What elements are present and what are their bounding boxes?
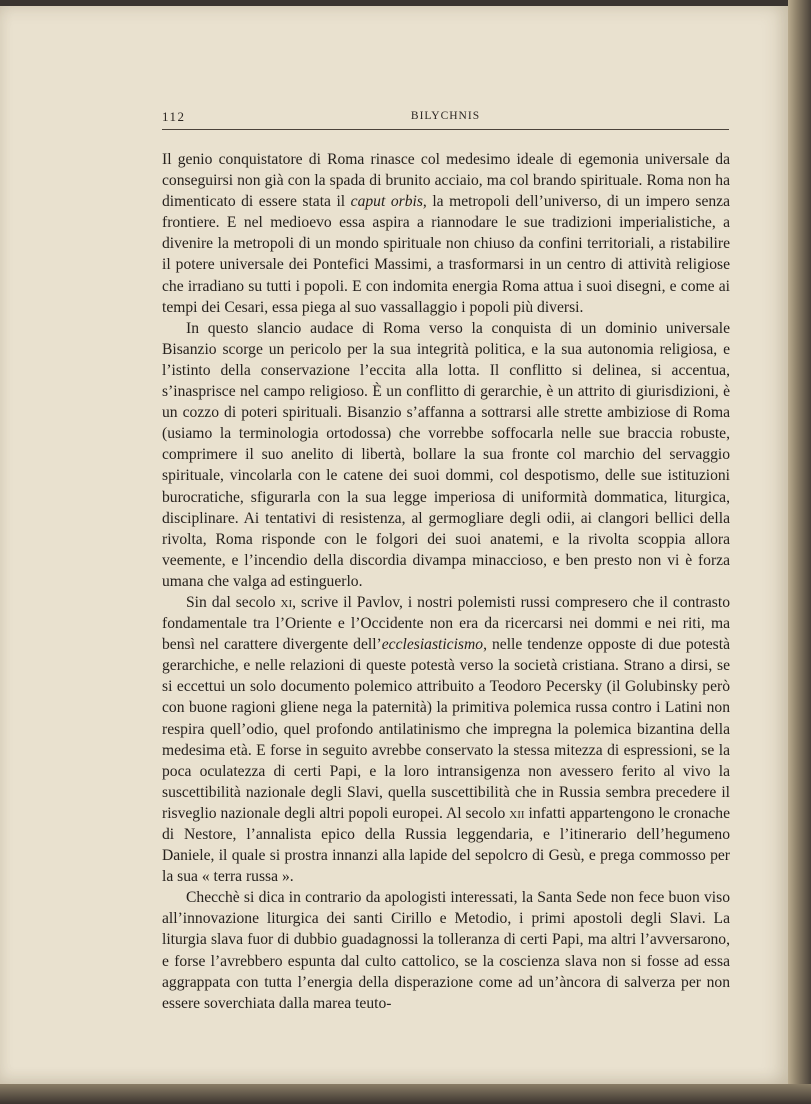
running-title: BILYCHNIS [410,110,481,122]
italic-text: caput orbis [350,193,423,211]
page-edge-shadow [788,0,811,1104]
roman-numeral: xii [509,804,525,822]
page-number: 112 [162,109,186,124]
article-body [162,149,730,1014]
paragraph-text: Il genio conquistatore di Roma rinasce col medesimo ideale di egemonia universale da conseguirsi non già con la spada di brunito acciaio, ma col brando spirituale. Roma non ha dimenticato di essere stata il [162,151,730,211]
paragraph-text: Checchè si dica in contrario da apologisti interessati, la Santa Sede non fece buon viso all’innovazione liturgica dei santi Cirillo e Metodio, i primi apostoli degli Slavi. La liturgia slava fuor di dubbio guadagnossi la tolleranza di certi Papi, ma altri l’avversarono, e forse l’avrebbero espunta dal culto cattolico, se la coscienza slava non si fosse ad essa aggrappata con tutta l’energia della disperazione come ad un’àncora di salverza per non essere soverchiata dalla marea teuto- [162,889,730,1012]
paragraph-text: infatti appartengono le cronache di Nestore, l’annalista epico della Russia leggendaria, e l’itinerario dell’hegumeno Daniele, il quale si prostra innanzi alla lapide del sepolcro di Gesù, e prega commosso per la sua « terra russa ». [162,804,730,886]
paragraph-text: , scrive il Pavlov, i nostri polemisti russi compresero che il contrasto fondamentale tra l’Oriente e l’Occidente non era da ricercarsi nei dommi e nei riti, ma bensì nel carattere divergente dell’ [162,593,731,654]
paragraph-text: Sin dal secolo [186,593,281,611]
paragraph [162,592,730,887]
bottom-edge-shadow [0,1084,811,1104]
paragraph [162,887,730,1014]
header-rule [162,129,729,130]
italic-text: ecclesiasticismo [381,636,484,654]
running-header [162,109,729,129]
roman-numeral: xi [280,593,293,611]
paragraph [162,149,730,318]
paragraph-text: , la metropoli dell’universo, di un impero senza frontiere. E nel medioevo essa aspira a riannodare le sue tradizioni imperialistiche, a divenire la metropoli di un mondo spirituale non chiuso da confini territoriali, a ristabilire il potere universale dei Pontefici Massimi, a trasformarsi in un centro di attività religiose che irradiano su tutti i popoli. E con indomita energia Roma attua i suoi disegni, e come ai tempi dei Cesari, essa piega al suo vassallaggio i popoli più diversi. [162,193,731,316]
paragraph-text: In questo slancio audace di Roma verso la conquista di un dominio universale Bisanzio scorge un pericolo per la sua integrità politica, e la sua autonomia religiosa, e l’istinto della conservazione l’eccita alla lotta. Il conflitto si delinea, si accentua, s’inasprisce nel campo religioso. È un conflitto di gerarchie, è un attrito di giurisdizioni, è un cozzo di poteri spirituali. Bisanzio s’affanna a sottrarsi alle strette ambiziose di Roma (usiamo la terminologia ortodossa) che vorrebbe soffocarla nelle sue braccia robuste, comprimere il suo anelito di libertà, bollare la sua fronte col marchio del servaggio spirituale, vincolarla con le catene dei suoi dommi, col despotismo, delle sue istituzioni burocratiche, sfigurarla con la sua legge imperiosa di uniformità dommatica, liturgica, disciplinare. Ai tentativi di resistenza, al germogliare degli odii, ai clangori bellici della rivolta, Roma risponde con le folgori dei suoi anatemi, e la rivolta scoppia allora veemente, e l’incendio della discordia divampa minaccioso, e ben presto non vi è forza umana che valga ad estinguerlo. [162,319,730,590]
paragraph-text: , nelle tendenze opposte di due potestà gerarchiche, e nelle relazioni di queste potestà verso la società cristiana. Strano a dirsi, se si eccettui un solo documento polemico attribuito a Teodoro Pecersky (il Golubinsky però con buone ragioni gliene nega la paternità) la primitiva polemica russa contro i Latini non respira quell’odio, quel profondo antilatinismo che impregna la polemica bizantina della medesima età. E forse in seguito avrebbe conservato la stessa mitezza di espressioni, se la poca oculatezza di certi Papi, e la loro intransigenza non avessero ferito al vivo la suscettibilità nazionale degli Slavi, quella suscettibilità che in Russia sembra precedere il risveglio nazionale degli altri popoli europei. Al secolo [162,636,731,822]
paragraph [162,318,730,592]
